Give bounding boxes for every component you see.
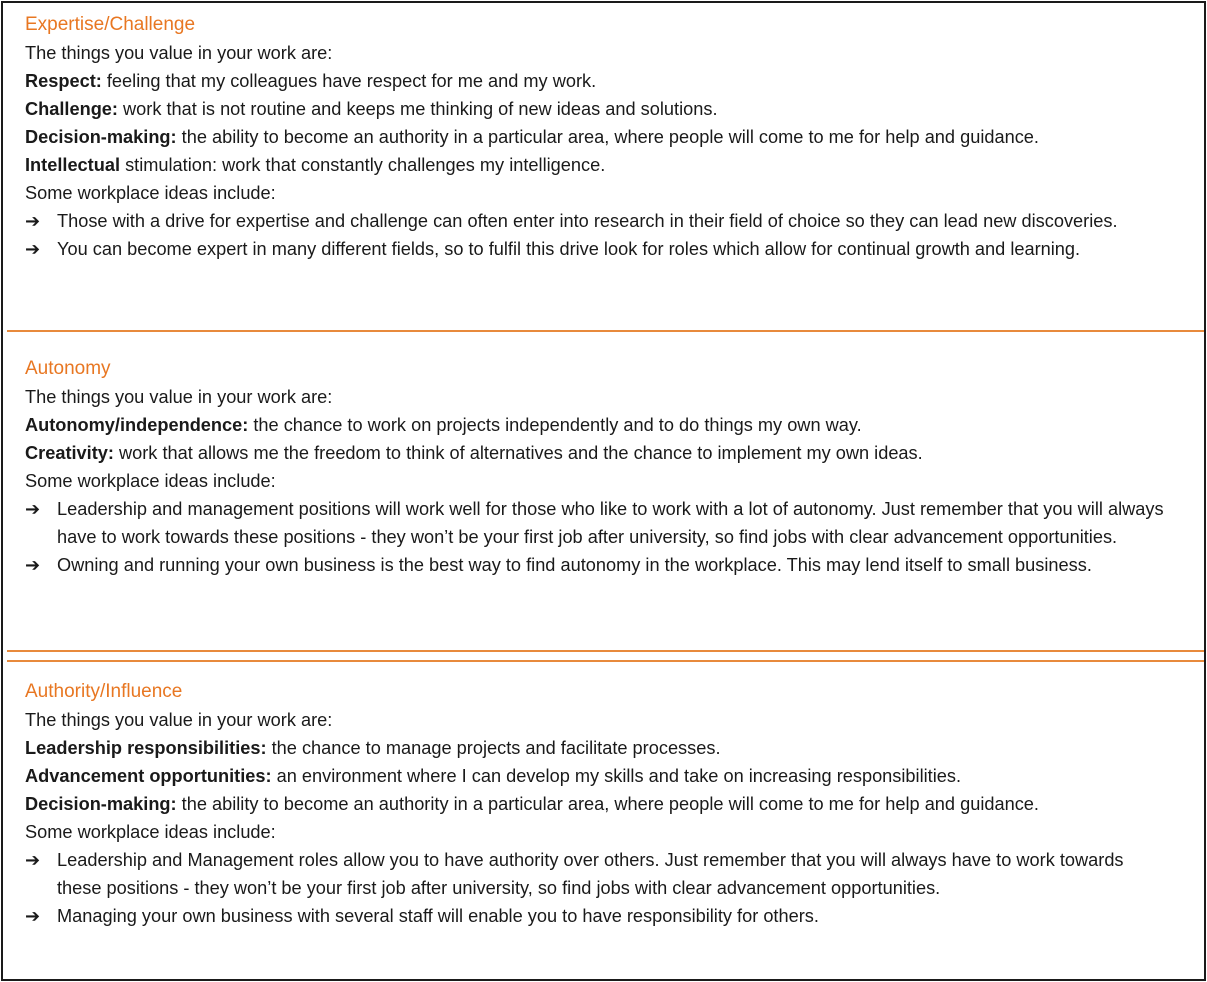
idea-text: Managing your own business with several staff will enable you to have responsibility for others.: [57, 906, 819, 926]
value-term: Autonomy/independence:: [25, 415, 249, 435]
arrow-right-icon: ➔: [25, 239, 41, 259]
section-expertise-challenge: [3, 11, 1204, 329]
value-line: [25, 151, 1204, 179]
idea-item: [25, 846, 1165, 902]
value-line: [25, 790, 1204, 818]
value-line: [25, 123, 1204, 151]
value-line: [25, 67, 1204, 95]
value-desc: the ability to become an authority in a particular area, where people will come to me for help and guidance.: [176, 794, 1039, 814]
section-divider: [7, 650, 1204, 652]
idea-text: Leadership and management positions will work well for those who like to work with a lot of autonomy. Just remember that you will always have to work towards these positions - they won’t be your first job after university, so find jobs with clear advancement opportunities.: [57, 499, 1164, 547]
idea-text: You can become expert in many different fields, so to fulfil this drive look for roles which allow for continual growth and learning.: [57, 239, 1081, 259]
section-divider: [7, 660, 1204, 662]
value-term: Intellectual: [25, 155, 121, 175]
ideas-intro: Some workplace ideas include:: [25, 822, 276, 842]
section-heading: Expertise/Challenge: [25, 14, 196, 35]
arrow-right-icon: ➔: [25, 211, 41, 231]
section-authority-influence: [3, 678, 1204, 978]
idea-item: [25, 207, 1165, 235]
value-term: Decision-making:: [25, 127, 177, 147]
value-desc: work that is not routine and keeps me thinking of new ideas and solutions.: [117, 99, 718, 119]
idea-item: [25, 495, 1165, 551]
value-term: Leadership responsibilities:: [25, 738, 267, 758]
value-desc: an environment where I can develop my skills and take on increasing responsibilities.: [271, 766, 962, 786]
value-line: [25, 762, 1204, 790]
value-desc: the ability to become an authority in a particular area, where people will come to me for help and guidance.: [176, 127, 1039, 147]
arrow-right-icon: ➔: [25, 850, 41, 870]
section-heading: Authority/Influence: [25, 681, 183, 702]
values-intro: The things you value in your work are:: [25, 710, 333, 730]
value-desc: the chance to work on projects independently and to do things my own way.: [248, 415, 862, 435]
value-line: [25, 95, 1204, 123]
value-line: [25, 734, 1204, 762]
arrow-right-icon: ➔: [25, 906, 41, 926]
value-term: Advancement opportunities:: [25, 766, 272, 786]
value-term: Challenge:: [25, 99, 118, 119]
section-divider: [7, 330, 1204, 332]
idea-item: [25, 551, 1165, 579]
value-line: [25, 411, 1204, 439]
value-term: Respect:: [25, 71, 102, 91]
values-intro: The things you value in your work are:: [25, 387, 333, 407]
ideas-intro: Some workplace ideas include:: [25, 183, 276, 203]
arrow-right-icon: ➔: [25, 499, 41, 519]
section-autonomy: [3, 355, 1204, 651]
value-desc: feeling that my colleagues have respect for me and my work.: [101, 71, 597, 91]
document-frame: [1, 1, 1206, 981]
idea-text: Leadership and Management roles allow you to have authority over others. Just remember that you will always have to work towards these positions - they won’t be your first job after university, so find jobs with clear advancement opportunities.: [57, 850, 1124, 898]
value-desc: work that allows me the freedom to think of alternatives and the chance to implement my own ideas.: [113, 443, 923, 463]
value-term: Decision-making:: [25, 794, 177, 814]
idea-item: [25, 902, 1165, 930]
arrow-right-icon: ➔: [25, 555, 41, 575]
ideas-intro: Some workplace ideas include:: [25, 471, 276, 491]
section-heading: Autonomy: [25, 358, 111, 379]
value-term: Creativity:: [25, 443, 114, 463]
idea-text: Owning and running your own business is the best way to find autonomy in the workplace. This may lend itself to small business.: [57, 555, 1092, 575]
value-desc: the chance to manage projects and facilitate processes.: [266, 738, 721, 758]
idea-item: [25, 235, 1165, 263]
value-desc: stimulation: work that constantly challenges my intelligence.: [120, 155, 606, 175]
idea-text: Those with a drive for expertise and challenge can often enter into research in their field of choice so they can lead new discoveries.: [57, 211, 1118, 231]
values-intro: The things you value in your work are:: [25, 43, 333, 63]
value-line: [25, 439, 1204, 467]
